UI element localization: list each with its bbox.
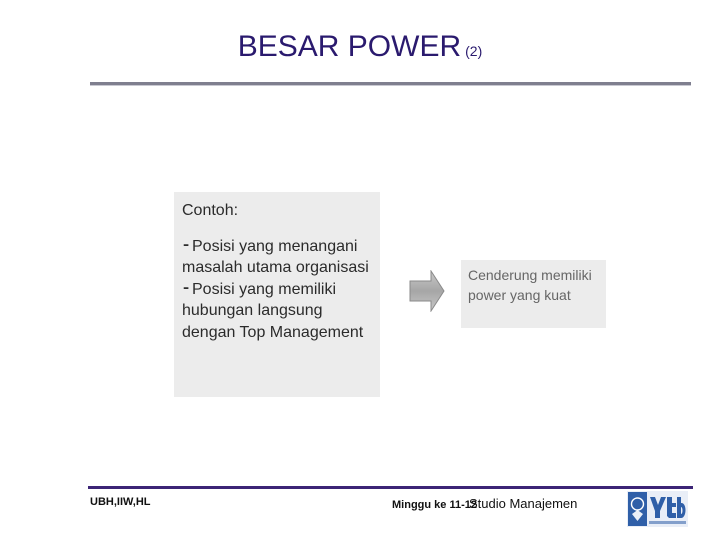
example-heading: Contoh:	[182, 202, 239, 219]
footer-course-name: Studio Manajemen	[468, 496, 578, 511]
footer-week: Minggu ke 11-12	[392, 499, 477, 511]
example-bullet-1-text: Posisi yang menangani masalah utama organisasi	[182, 237, 369, 276]
bullet-icon: ⁃	[182, 280, 190, 298]
example-bullet-2	[182, 279, 372, 344]
slide-title-suffix: (2)	[465, 43, 483, 59]
itb-logo-icon	[627, 491, 688, 527]
bullet-icon: ⁃	[182, 237, 190, 255]
arrow-right-icon	[409, 270, 445, 312]
slide-title	[0, 30, 720, 64]
example-bullet-1	[182, 236, 372, 279]
bottom-divider	[88, 486, 693, 489]
example-bullet-2-text: Posisi yang memiliki hubungan langsung dengan Top Management	[182, 280, 364, 341]
footer-course	[392, 496, 577, 511]
slide-title-text: BESAR POWER	[237, 30, 462, 63]
result-text: Cenderung memiliki power yang kuat	[468, 267, 592, 303]
example-box	[174, 192, 380, 397]
footer-authors: UBH,IIW,HL	[90, 496, 151, 508]
result-box	[461, 260, 606, 328]
top-divider	[90, 82, 691, 86]
